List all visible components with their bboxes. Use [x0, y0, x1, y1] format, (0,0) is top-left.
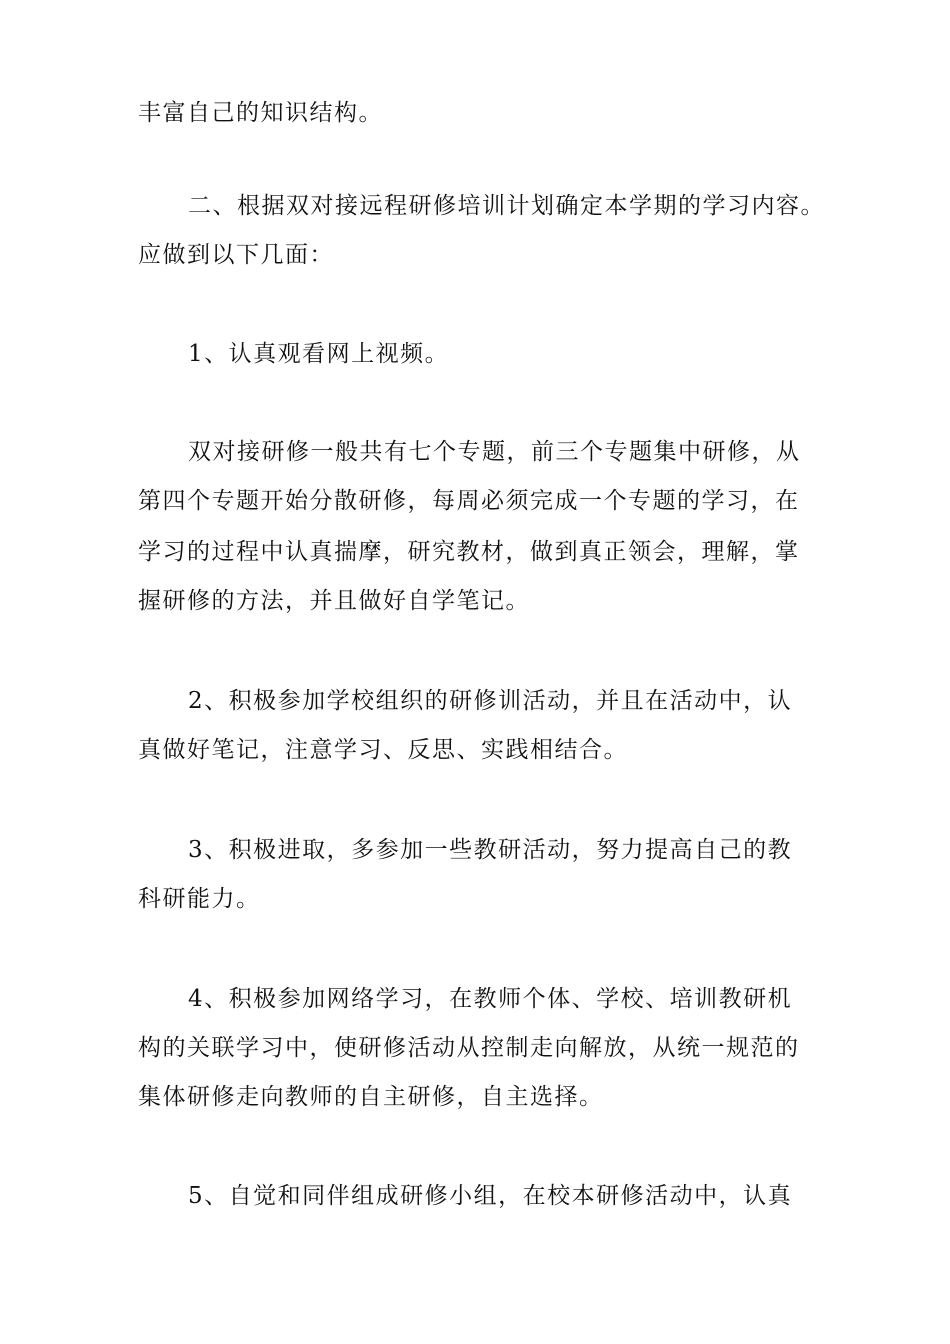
paragraph-line: 第四个专题开始分散研修，每周必须完成一个专题的学习，在	[138, 488, 800, 514]
paragraph-line: 2、积极参加学校组织的研修训活动，并且在活动中，认	[188, 688, 793, 714]
paragraph-line: 1、认真观看网上视频。	[188, 341, 450, 367]
paragraph-line: 学习的过程中认真揣摩，研究教材，做到真正领会，理解，掌	[138, 539, 800, 565]
paragraph-line: 构的关联学习中，使研修活动从控制走向解放，从统一规范的	[138, 1035, 800, 1061]
paragraph-line: 3、积极进取，多参加一些教研活动，努力提高自己的教	[188, 837, 793, 863]
paragraph-line: 丰富自己的知识结构。	[138, 100, 383, 126]
paragraph-line: 科研能力。	[138, 886, 261, 912]
paragraph-line: 4、积极参加网络学习，在教师个体、学校、培训教研机	[188, 986, 793, 1012]
paragraph-line: 握研修的方法，并且做好自学笔记。	[138, 588, 530, 614]
paragraph-line: 集体研修走向教师的自主研修，自主选择。	[138, 1084, 604, 1110]
paragraph-line: 应做到以下几面：	[138, 242, 334, 268]
paragraph-line: 二、根据双对接远程研修培训计划确定本学期的学习内容。	[188, 193, 825, 219]
paragraph-line: 双对接研修一般共有七个专题，前三个专题集中研修，从	[188, 439, 801, 465]
paragraph-line: 5、自觉和同伴组成研修小组，在校本研修活动中，认真	[188, 1183, 793, 1209]
paragraph-line: 真做好笔记，注意学习、反思、实践相结合。	[138, 737, 628, 763]
